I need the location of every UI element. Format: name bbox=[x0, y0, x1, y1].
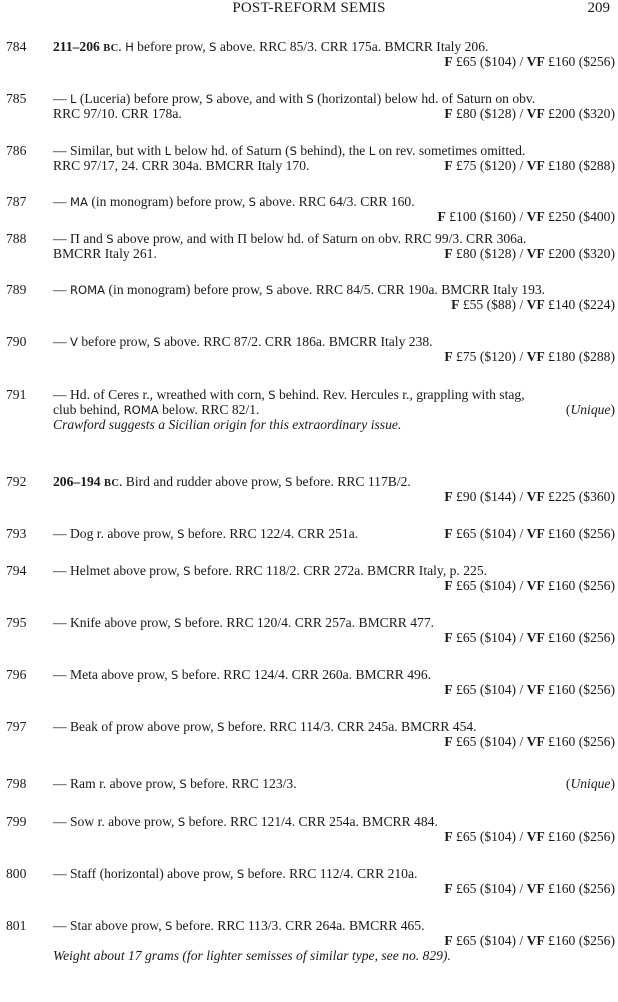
text-segment: — Similar, but with bbox=[53, 143, 165, 158]
entry-line bbox=[53, 667, 615, 682]
entry-line bbox=[53, 402, 615, 417]
text-segment: — Helmet above prow, bbox=[53, 563, 184, 578]
legend-letter: H bbox=[125, 40, 134, 54]
entry-number: 786 bbox=[6, 143, 27, 158]
page-header bbox=[0, 1, 618, 21]
text-segment: below. RRC 82/1. bbox=[158, 402, 260, 417]
text-segment: behind), the bbox=[297, 143, 369, 158]
page-number: 209 bbox=[587, 0, 610, 16]
bold-text: F bbox=[451, 297, 460, 312]
text-segment: £250 ($400) bbox=[544, 209, 615, 224]
entry-number: 785 bbox=[6, 91, 27, 106]
bold-text: F bbox=[444, 734, 453, 749]
price-valuation bbox=[444, 246, 615, 261]
entry-number: 800 bbox=[6, 866, 27, 881]
text-segment: £75 ($120) / bbox=[452, 349, 527, 364]
text-segment: ( bbox=[565, 776, 571, 791]
text-segment: before. RRC 122/4. CRR 251a. bbox=[184, 526, 359, 541]
text-segment: £65 ($104) / bbox=[452, 630, 527, 645]
text-segment: £160 ($256) bbox=[544, 630, 615, 645]
line-text bbox=[53, 246, 157, 261]
price-valuation bbox=[53, 630, 615, 645]
legend-letter: L bbox=[164, 144, 172, 158]
bold-text: F bbox=[444, 106, 453, 121]
entry-description bbox=[53, 667, 615, 697]
entry-description bbox=[53, 563, 615, 593]
entry-number: 784 bbox=[6, 39, 27, 54]
bold-text: VF bbox=[526, 106, 545, 121]
entry-line bbox=[53, 474, 615, 489]
entry-number: 796 bbox=[6, 667, 27, 682]
entry-description bbox=[53, 814, 615, 844]
entry-line bbox=[53, 39, 615, 54]
entry-line bbox=[53, 387, 615, 402]
text-segment: — Π and bbox=[53, 231, 107, 246]
entry-number: 793 bbox=[6, 526, 27, 541]
bold-text: VF bbox=[526, 209, 545, 224]
bold-text: VF bbox=[526, 578, 545, 593]
legend-letter: S bbox=[209, 40, 217, 54]
line-text bbox=[53, 776, 297, 791]
legend-letter: S bbox=[165, 919, 173, 933]
text-segment: £75 ($120) / bbox=[452, 158, 527, 173]
text-segment: £65 ($104) / bbox=[452, 734, 527, 749]
text-segment: £180 ($288) bbox=[544, 158, 615, 173]
entry-description bbox=[53, 231, 615, 261]
price-valuation bbox=[566, 402, 615, 417]
entry-line bbox=[53, 526, 615, 541]
entry-number: 801 bbox=[6, 918, 27, 933]
entry-description bbox=[53, 526, 615, 541]
text-segment: £100 ($160) / bbox=[445, 209, 527, 224]
text-segment: £55 ($88) / bbox=[459, 297, 527, 312]
text-segment: on rev. sometimes omitted. bbox=[375, 143, 526, 158]
text-segment: before. RRC 121/4. CRR 254a. BMCRR 484. bbox=[185, 814, 438, 829]
text-segment: before prow, bbox=[77, 334, 154, 349]
entry-line bbox=[53, 918, 615, 933]
text-segment: £180 ($288) bbox=[544, 349, 615, 364]
text-segment: Unique bbox=[570, 776, 611, 791]
text-segment: before. RRC 113/3. CRR 264a. BMCRR 465. bbox=[172, 918, 425, 933]
entry-description bbox=[53, 334, 615, 364]
bold-text: F bbox=[444, 933, 453, 948]
entry-description bbox=[53, 474, 615, 504]
legend-letter: S bbox=[248, 195, 256, 209]
bold-text: VF bbox=[526, 297, 545, 312]
legend-letter: S bbox=[177, 815, 186, 829]
text-segment: RRC 97/17, 24. CRR 304a. BMCRR Italy 170. bbox=[53, 158, 310, 173]
price-valuation bbox=[53, 881, 615, 896]
text-segment: — Ram r. above prow, bbox=[53, 776, 180, 791]
bold-text: F bbox=[444, 54, 453, 69]
bold-text: VF bbox=[526, 682, 545, 697]
price-valuation bbox=[53, 933, 615, 948]
legend-letter: S bbox=[265, 283, 274, 297]
price-valuation bbox=[53, 829, 615, 844]
text-segment: ( bbox=[565, 402, 571, 417]
entry-description bbox=[53, 39, 615, 69]
price-valuation bbox=[53, 349, 615, 364]
text-segment: £80 ($128) / bbox=[452, 106, 527, 121]
legend-letter: S bbox=[171, 668, 179, 682]
bold-text: F bbox=[444, 526, 453, 541]
entry-line bbox=[53, 106, 615, 121]
text-segment: — bbox=[53, 334, 70, 349]
text-segment: Bird and rudder above prow, bbox=[122, 474, 285, 489]
text-segment: above prow, and with Π below hd. of Saturn on obv. RRC 99/3. CRR 306a. bbox=[113, 231, 527, 246]
bold-text: BC. bbox=[103, 43, 122, 54]
text-segment: £160 ($256) bbox=[544, 881, 615, 896]
entry-number: 798 bbox=[6, 776, 27, 791]
entry-note bbox=[53, 417, 615, 432]
text-segment: before. RRC 118/2. CRR 272a. BMCRR Italy, p. 225. bbox=[190, 563, 488, 578]
legend-letter: S bbox=[236, 867, 245, 881]
text-segment: (horizontal) below hd. of Saturn on obv. bbox=[313, 91, 536, 106]
bold-text: BC. bbox=[103, 478, 123, 489]
entry-line bbox=[53, 143, 615, 158]
text-segment: £65 ($104) / bbox=[452, 881, 527, 896]
bold-text: F bbox=[444, 829, 453, 844]
text-segment: — Hd. of Ceres r., wreathed with corn, bbox=[53, 387, 269, 402]
price-valuation bbox=[444, 106, 615, 121]
entry-number: 788 bbox=[6, 231, 27, 246]
entry-number: 789 bbox=[6, 282, 27, 297]
line-text bbox=[53, 402, 259, 417]
line-text bbox=[53, 158, 309, 173]
text-segment: £65 ($104) / bbox=[452, 933, 527, 948]
legend-letter: S bbox=[153, 335, 161, 349]
text-segment: £80 ($128) / bbox=[452, 246, 527, 261]
bold-text: VF bbox=[526, 881, 545, 896]
line-text bbox=[53, 106, 182, 121]
entry-number: 795 bbox=[6, 615, 27, 630]
bold-text: F bbox=[444, 578, 453, 593]
text-segment: Weight about 17 grams (for lighter semisses of similar type, see no. 829). bbox=[53, 948, 451, 963]
entry-description bbox=[53, 194, 615, 224]
text-segment: below hd. of Saturn ( bbox=[171, 143, 290, 158]
bold-text: VF bbox=[526, 349, 545, 364]
legend-letter: ROMA bbox=[70, 283, 106, 297]
price-valuation bbox=[53, 209, 615, 224]
entry-number: 792 bbox=[6, 474, 27, 489]
text-segment: before. RRC 117B/2. bbox=[292, 474, 411, 489]
entry-number: 797 bbox=[6, 719, 27, 734]
text-segment: £200 ($320) bbox=[544, 246, 615, 261]
price-valuation bbox=[53, 682, 615, 697]
bold-text: VF bbox=[526, 933, 545, 948]
bold-text: VF bbox=[526, 246, 545, 261]
text-segment: £160 ($256) bbox=[544, 526, 615, 541]
legend-letter: S bbox=[306, 92, 314, 106]
text-segment: club behind, bbox=[53, 402, 124, 417]
text-segment: before. RRC 120/4. CRR 257a. BMCRR 477. bbox=[181, 615, 435, 630]
text-segment: £160 ($256) bbox=[544, 578, 615, 593]
legend-letter: S bbox=[217, 720, 225, 734]
text-segment: £160 ($256) bbox=[544, 933, 615, 948]
entry-number: 790 bbox=[6, 334, 27, 349]
legend-letter: S bbox=[289, 144, 297, 158]
text-segment: ) bbox=[610, 776, 615, 791]
entry-note bbox=[53, 948, 615, 963]
text-segment: before. RRC 123/3. bbox=[186, 776, 297, 791]
text-segment: £65 ($104) / bbox=[452, 54, 527, 69]
legend-letter: ROMA bbox=[123, 403, 159, 417]
price-valuation bbox=[53, 578, 615, 593]
text-segment: before. RRC 124/4. CRR 260a. BMCRR 496. bbox=[178, 667, 432, 682]
text-segment: above. RRC 84/5. CRR 190a. BMCRR Italy 193. bbox=[273, 282, 546, 297]
entry-number: 791 bbox=[6, 387, 27, 402]
text-segment: BMCRR Italy 261. bbox=[53, 246, 157, 261]
price-valuation bbox=[53, 297, 615, 312]
legend-letter: S bbox=[174, 616, 182, 630]
entry-description bbox=[53, 918, 615, 963]
text-segment: £160 ($256) bbox=[544, 54, 615, 69]
entry-line bbox=[53, 776, 615, 791]
text-segment: (in monogram) before prow, bbox=[105, 282, 266, 297]
price-valuation bbox=[444, 526, 615, 541]
text-segment: £65 ($104) / bbox=[452, 682, 527, 697]
text-segment: ) bbox=[610, 402, 615, 417]
entry-line bbox=[53, 282, 615, 297]
text-segment: — Meta above prow, bbox=[53, 667, 172, 682]
bold-text: F bbox=[444, 881, 453, 896]
entry-description bbox=[53, 719, 615, 749]
legend-letter: S bbox=[179, 777, 187, 791]
text-segment: £160 ($256) bbox=[544, 734, 615, 749]
text-segment: — Sow r. above prow, bbox=[53, 814, 178, 829]
price-valuation bbox=[53, 54, 615, 69]
text-segment: £65 ($104) / bbox=[452, 829, 527, 844]
text-segment: before. RRC 114/3. CRR 245a. BMCRR 454. bbox=[224, 719, 477, 734]
entry-line bbox=[53, 246, 615, 261]
entry-line bbox=[53, 334, 615, 349]
text-segment: before. RRC 112/4. CRR 210a. bbox=[244, 866, 418, 881]
text-segment: RRC 97/10. CRR 178a. bbox=[53, 106, 182, 121]
bold-text: F bbox=[444, 246, 453, 261]
legend-letter: S bbox=[183, 564, 191, 578]
legend-letter: S bbox=[205, 92, 214, 106]
entry-line bbox=[53, 615, 615, 630]
entry-line bbox=[53, 719, 615, 734]
text-segment: £200 ($320) bbox=[544, 106, 615, 121]
line-text bbox=[53, 526, 358, 541]
legend-letter: S bbox=[177, 527, 185, 541]
text-segment: £90 ($144) / bbox=[452, 489, 527, 504]
text-segment: — Star above prow, bbox=[53, 918, 165, 933]
text-segment: £225 ($360) bbox=[544, 489, 615, 504]
text-segment: £160 ($256) bbox=[544, 682, 615, 697]
bold-text: VF bbox=[526, 829, 545, 844]
entry-number: 799 bbox=[6, 814, 27, 829]
bold-text: VF bbox=[526, 489, 545, 504]
price-valuation bbox=[566, 776, 615, 791]
text-segment: — bbox=[53, 194, 70, 209]
entry-description bbox=[53, 387, 615, 432]
text-segment: £160 ($256) bbox=[544, 829, 615, 844]
entry-number: 787 bbox=[6, 194, 27, 209]
legend-letter: V bbox=[70, 335, 78, 349]
entry-description bbox=[53, 143, 615, 173]
text-segment: before prow, bbox=[133, 39, 210, 54]
text-segment: above. RRC 64/3. CRR 160. bbox=[255, 194, 415, 209]
text-segment: — bbox=[53, 282, 70, 297]
entry-description bbox=[53, 282, 615, 312]
bold-text: 211–206 bbox=[53, 39, 104, 54]
text-segment: — bbox=[53, 91, 70, 106]
bold-text: F bbox=[444, 349, 453, 364]
price-valuation bbox=[444, 158, 615, 173]
entry-line bbox=[53, 91, 615, 106]
entry-description bbox=[53, 776, 615, 791]
text-segment: — Knife above prow, bbox=[53, 615, 175, 630]
legend-letter: S bbox=[106, 232, 114, 246]
entry-line bbox=[53, 194, 615, 209]
text-segment: £140 ($224) bbox=[544, 297, 615, 312]
entry-line bbox=[53, 231, 615, 246]
bold-text: F bbox=[437, 209, 446, 224]
text-segment: £65 ($104) / bbox=[452, 578, 527, 593]
text-segment: (Luceria) before prow, bbox=[76, 91, 206, 106]
legend-letter: L bbox=[368, 144, 376, 158]
legend-letter: L bbox=[70, 92, 77, 106]
bold-text: 206–194 bbox=[53, 474, 104, 489]
entry-number: 794 bbox=[6, 563, 27, 578]
bold-text: F bbox=[444, 682, 453, 697]
legend-letter: S bbox=[284, 475, 293, 489]
price-valuation bbox=[53, 489, 615, 504]
entry-description bbox=[53, 91, 615, 121]
text-segment: above. RRC 87/2. CRR 186a. BMCRR Italy 238. bbox=[160, 334, 433, 349]
bold-text: VF bbox=[526, 54, 545, 69]
bold-text: F bbox=[444, 158, 453, 173]
legend-letter: S bbox=[268, 388, 276, 402]
entry-line bbox=[53, 866, 615, 881]
text-segment: — Staff (horizontal) above prow, bbox=[53, 866, 237, 881]
legend-letter: MA bbox=[70, 195, 88, 209]
price-valuation bbox=[53, 734, 615, 749]
entry-description bbox=[53, 615, 615, 645]
text-segment: Unique bbox=[570, 402, 611, 417]
entry-line bbox=[53, 814, 615, 829]
text-segment: (in monogram) before prow, bbox=[87, 194, 249, 209]
text-segment: behind. Rev. Hercules r., grappling with stag, bbox=[275, 387, 525, 402]
text-segment: Crawford suggests a Sicilian origin for this extraordinary issue. bbox=[53, 417, 402, 432]
entry-line bbox=[53, 563, 615, 578]
bold-text: VF bbox=[526, 526, 545, 541]
entry-line bbox=[53, 158, 615, 173]
bold-text: F bbox=[444, 489, 453, 504]
text-segment: £65 ($104) / bbox=[452, 526, 527, 541]
bold-text: VF bbox=[526, 734, 545, 749]
text-segment: above. RRC 85/3. CRR 175a. BMCRR Italy 206. bbox=[216, 39, 489, 54]
bold-text: VF bbox=[526, 630, 545, 645]
text-segment: — Dog r. above prow, bbox=[53, 526, 178, 541]
entry-description bbox=[53, 866, 615, 896]
text-segment: — Beak of prow above prow, bbox=[53, 719, 218, 734]
bold-text: VF bbox=[526, 158, 545, 173]
text-segment: above, and with bbox=[213, 91, 307, 106]
running-title: POST-REFORM SEMIS bbox=[232, 0, 386, 16]
bold-text: F bbox=[444, 630, 453, 645]
